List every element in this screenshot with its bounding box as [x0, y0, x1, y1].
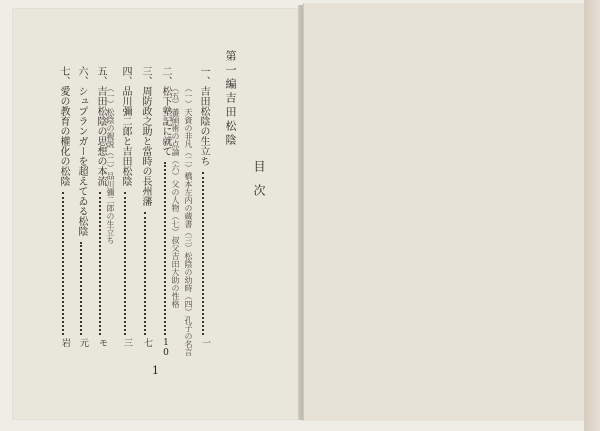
toc-leader-dots [80, 242, 84, 335]
toc-entry [58, 66, 68, 186]
toc-entry [160, 66, 170, 156]
toc-subentry: （五）蕃碩術の点論（六）父の人物（七）叔父吉田大助の性格 [171, 84, 180, 308]
toc-entry-title: 愛の教育の權化の松陰 [58, 86, 69, 186]
toc-page-number: モ [97, 338, 107, 347]
toc-leader-dots [144, 212, 148, 335]
part-title: 第一編吉田松陰 [224, 50, 237, 148]
left-page [12, 8, 304, 420]
toc-entry-title: 吉田松陰の生立ち [198, 86, 209, 166]
toc-heading: 目次 [252, 160, 266, 208]
toc-entry-number: 三、 [140, 66, 151, 86]
toc-page-number: 岩 [60, 338, 70, 347]
toc-entry [120, 66, 130, 186]
toc-entry-title: 松下塾記に就て [160, 86, 171, 156]
toc-page-number: 三 [122, 338, 132, 347]
toc-entry-title: シュプランガーを超えてゐる松陰 [76, 86, 87, 236]
toc-leader-dots [124, 192, 128, 335]
toc-subentry: （一）天資の非凡（二）橋本左内の蔵書（三）松陰の幼時（四）孔子の名言 [184, 84, 193, 356]
toc-entry [140, 66, 150, 206]
toc-entry [95, 66, 105, 186]
right-page-blank [303, 3, 587, 421]
toc-entry-number: 四、 [120, 66, 131, 86]
toc-page-number: 一 [200, 338, 210, 347]
toc-entry [198, 66, 208, 166]
toc-leader-dots [62, 192, 66, 335]
toc-leader-dots [99, 192, 103, 335]
toc-entry-title: 吉田松陰の思想の本流 [95, 86, 106, 186]
toc-subentry: （一）松陰の親説（二）品川彌二郎の生立ち [106, 84, 115, 244]
page-number: 1 [152, 364, 159, 377]
toc-page-number: 10 [161, 338, 171, 358]
toc-entry-number: 二、 [160, 66, 171, 86]
page-edge [584, 0, 600, 431]
toc-entry-number: 六、 [76, 66, 87, 86]
toc-leader-dots [164, 162, 168, 335]
toc-entry-number: 五、 [95, 66, 106, 86]
toc-entry-title: 品川彌二郎と吉田松陰 [120, 86, 131, 186]
toc-leader-dots [202, 172, 206, 335]
toc-entry [76, 66, 86, 236]
toc-entry-title: 周防政之助と當時の長州藩 [140, 86, 151, 206]
toc-page-number: 七 [142, 338, 152, 347]
toc-entry-number: 一、 [198, 66, 209, 86]
toc-page-number: 元 [78, 338, 88, 347]
toc-entry-number: 七、 [58, 66, 69, 86]
